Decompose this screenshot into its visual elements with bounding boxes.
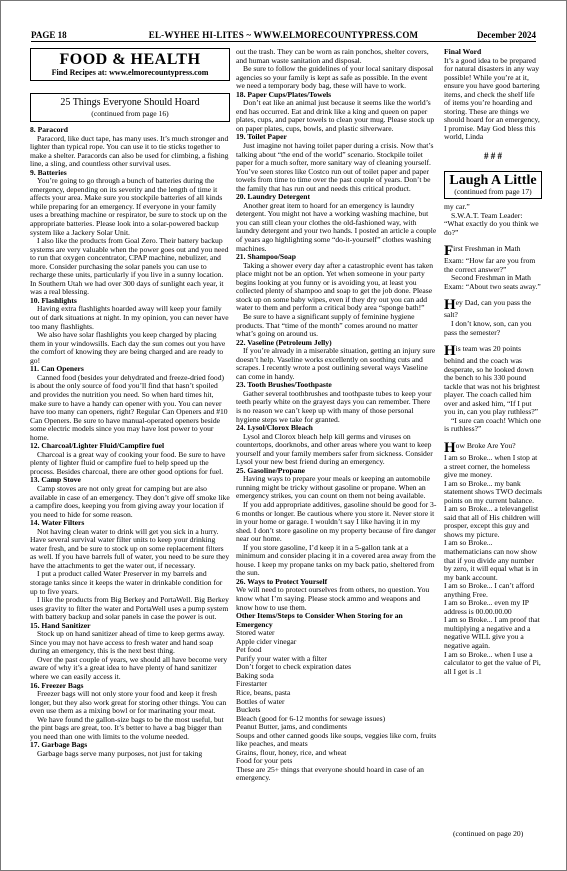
paragraph: Stored water [236,628,275,638]
paragraph: These are 25+ things that everyone should hoard in case of an emergency. [236,764,424,783]
paragraph: my car.” [444,202,470,212]
section-heading: 17. Garbage Bags [30,740,88,750]
publication-banner: EL-WYHEE HI-LITES ~ WWW.ELMORECOUNTYPRESS.COM [148,30,419,40]
paragraph: Don’t forget to check expiration dates [236,662,352,672]
section-heading: 21. Shampoo/Soap [236,252,296,262]
paragraph: I put a product called Water Preserver in my barrels and storage tanks since it keeps the water in drinkable condition for up to five years. [30,569,223,596]
paragraph: Purify your water with a filter [236,653,327,663]
paragraph: I like the products from Big Berkey and PortaWell. Big Berkey uses gravity to filter the water and PortaWell uses a pump system with battery backup and solar panels in case the power is out. [30,595,229,622]
paragraph: Another great item to hoard for an emergency is laundry detergent. You might not have a working washing machine, but you can still clean your clothes the old-fashioned way, with laundry detergent and your two hands. I posted an article a couple of years ago highlighting some “do-it-yourself” clothes washing machines. [236,200,437,253]
paragraph: Rice, beans, pasta [236,688,291,698]
paragraph: Stock up on hand sanitizer ahead of time to keep germs away. Since you may not have access to fresh water and hand soap during an emergency, this is the next best thing. [30,629,225,656]
paragraph: Garbage bags serve many purposes, not just for taking [37,748,203,758]
section-heading: 15. Hand Sanitizer [30,620,91,630]
paragraph: Be sure to follow the guidelines of your local sanitary disposal agencies so your family is kept as safe as possible. In the event we need a temporary body bag, these will have to work. [236,64,434,91]
column-2 [236,48,437,783]
section-heading: 14. Water Filters [30,518,85,528]
drop-cap: H [444,440,456,456]
joke-paragraph [444,299,542,320]
paragraph: Lysol and Clorox bleach help kill germs and viruses on countertops, doorknobs, and other areas where you want to keep yourself and your family members safer from sickness. Consider Lysol your new best friend during an emergency. [236,431,433,467]
laugh-continued-from: (continued from page 17) [454,186,532,196]
paragraph: We will need to protect ourselves from others, no question. You know what I’m saying. Please stock ammo and weapons and know how to use them. [236,585,430,612]
paragraph: Canned food (besides your dehydrated and freeze-dried food) is about the only source of food you’ll find that hasn’t spoiled and provides the nutrition you need. So when hard times hit, make sure to have a handy can opener with you. You can never have too many can openers, right? Regular Can Openers and #10 Can Openers. Be sure to have manual-operated openers beside some electric models since you may have lost power to your home. [30,372,228,442]
paragraph: S.W.A.T. Team Leader: “What exactly do you think we do?” [444,210,539,237]
paragraph: Apple cider vinegar [236,636,297,646]
column-2-body [236,48,437,783]
section-heading: 11. Can Openers [30,364,84,374]
paragraph: Charcoal is a great way of cooking your food. Be sure to have plenty of lighter fluid or campfire fuel to help speed up the process. Besides charcoal, there are other good options for fuel. [30,449,226,476]
section-heading: 13. Camp Stove [30,475,81,485]
paragraph: Food for your pets [236,756,293,766]
column-1 [30,48,230,758]
column-3 [444,48,542,676]
joke-text: ow Broke Are You? [455,441,516,450]
joke-paragraph [444,245,542,274]
section-subtitle: Find Recipes at: www.elmorecountypress.com [51,68,209,77]
article-continued-from: (continued from page 16) [91,109,169,118]
paragraph: Taking a shower every day after a catastrophic event has taken place might not be an option. Yet when someone in your party begins looking at you funny or is avoiding you, at least you collected plenty of shampoo and soap to get the job done. Please stock up on some baby wipes, even if they dry out you can add water to them and perform a critical body area “sponge bath!” [236,260,434,313]
section-heading: 10. Flashlights [30,295,77,305]
paragraph: Grains, flour, honey, rice, and wheat [236,747,347,757]
column-1-body [30,126,230,758]
laugh-title: Laugh A Little [449,172,537,188]
section-heading: 9. Batteries [30,167,67,177]
paragraph: I am so Broke... I am proof that multiplying a negative and a negative WILL give you a negative again. [444,615,540,651]
drop-cap: H [444,343,456,360]
paragraph: Paracord, like duct tape, has many uses. It’s much stronger and lighter than typical rope. You can use it to tie sticks together to make a shelter. Paracords can also be used for climbing, a fishing line, a sling, and countless other survival uses. [30,133,229,169]
paragraph: Peanut Butter, jams, and condiments [236,722,348,732]
section-heading: 25. Gasoline/Propane [236,465,306,475]
paragraph: “I sure can coach! Which one is ruthless?” [444,415,541,434]
paragraph: I don’t know, son, can you pass the semester? [444,318,532,337]
paragraph: We also have solar flashlights you keep charged by placing them in your windowsills. Each day the sun comes out you have the comfort of knowing they are being charged and are ready to go! [30,330,226,365]
section-heading: 18. Paper Cups/Plates/Towels [236,89,332,99]
paragraph: Bleach (good for 6-12 months for sewage issues) [236,713,386,723]
paragraph: Having extra flashlights hoarded away will keep your family out of dark situations at night. In my opinion, you can never have too many flashlights. [30,304,229,331]
drop-cap: F [444,243,454,260]
section-heading: 16. Freezer Bags [30,680,84,690]
paragraph: We have found the gallon-size bags to be the most useful, but the pint bags are great, too. It’s better to have a bag bigger than you need than one with limits to the volume needed. [30,714,224,741]
paragraph: Freezer bags will not only store your food and keep it fresh longer, but they also work great for storing other things. You can even use them as a mixing bowl or for marinating your meat. [30,689,227,716]
joke-text: irst Freshman in Math Exam: “How far are you from the correct answer?” [444,244,536,274]
paragraph: Firestarter [236,679,268,689]
end-marks: # # # [484,151,502,162]
joke-text: ey Dad, can you pass the salt? [444,298,532,320]
final-word-heading: Final Word [444,48,482,56]
issue-date: December 2024 [476,30,536,40]
section-title: FOOD & HEALTH [59,51,201,68]
section-heading: 20. Laundry Detergent [236,192,311,202]
joke-paragraph [444,345,542,417]
paragraph: Having ways to prepare your meals or keeping an automobile running might be tricky without gasoline or propane. When an emergency strikes, you can count on them not being available. [236,474,431,501]
final-word-text: It’s a good idea to be prepared for natural disasters in any way possible! While you’re at it, ensure you have good bartering items, and check the shelf life of items you’re hoarding and storing. These are things we should hoard for an emergency, I promise. May God bless this world, Linda [444,55,540,142]
paragraph: I am so Broke... a televangelist said that all of His children will prosper, except this guy and shows my picture. [444,504,541,539]
food-health-banner [30,48,230,81]
paragraph: I am so Broke... when I use a calculator to get the value of Pi, all I get is .1 [444,649,541,676]
paragraph: You’re going to go through a bunch of batteries during the emergency, depending on its severity and the length of time it affects your area. Make sure you stockpile batteries of all kinds while preparing for an emergency. If everyone in your family uses a breathing machine or respirator, be sure to stock up on the appropriate batteries. Please look into a solar-powered backup system like a Jackery Solar Unit. [30,176,227,237]
paragraph: I am so Broke... mathematicians can now show that if you divide any number by zero, it will equal what is in my bank account. [444,538,539,582]
paragraph: out the trash. They can be worn as rain ponchos, shelter covers, and human waste sanitation and disposal. [236,48,429,65]
drop-cap: H [444,297,456,314]
paragraph: Baking soda [236,670,274,680]
page-number: PAGE 18 [31,30,67,40]
article-title: 25 Things Everyone Should Hoard [60,97,200,108]
section-heading: Other Items/Steps to Consider When Storing for an Emergency [236,611,403,629]
paragraph: Gather several toothbrushes and toothpaste tubes to keep your teeth pearly white on the grayest days you can remember. There is no reason we can’t keep up with many of those personal hygiene steps we take for granted. [236,388,432,424]
paragraph: Be sure to have a significant supply of feminine hygiene products. That “time of the month” comes around no matter what’s going on around us. [236,311,418,339]
article-title-box [30,93,230,122]
section-heading: 8. Paracord [30,125,68,134]
section-heading: 24. Lysol/Clorox Bleach [236,423,313,433]
paragraph: Pet food [236,645,262,655]
section-heading: 22. Vaseline (Petroleum Jelly) [236,337,332,347]
laugh-banner [444,171,542,200]
joke-text: is team was 20 points behind and the coach was desperate, so he looked down the bench to his 330 pound tackle that was not his brightest player. The coach called him over and asked him, “If I put you in, can you play ruthless?” [444,344,540,417]
paragraph: If you add appropriate additives, gasoline should be good for 3-6 months or longer. Be cautious where you store it. Never store it in your home or garage. I wouldn’t say I like having it in my shed. I don’t store gasoline on my property because of fire danger near our home. [236,499,437,544]
paragraph: Just imagine not having toilet paper during a crisis. Now that’s talking about “the end of the world” scenario. Stockpile toilet paper for a much softer, more sanitary way of cleaning yourself. You’ve seen stores like Costco run out of toilet paper and paper towels from time to time over the past couple of years. Don’t be the family that has run out and needs this critical product. [236,141,434,193]
paragraph: I am so Broke... even my IP address is 00.00.00.00 [444,598,529,616]
paragraph: I am so Broke... my bank statement shows TWO decimals points on my current balance. [444,478,542,505]
page-header [31,28,536,42]
paragraph: Over the past couple of years, we should all have become very aware of why it’s a great idea to have plenty of hand sanitizer where we can easily access it. [30,654,228,681]
paragraph: I am so Broke... I can’t afford anything Free. [444,581,535,599]
paragraph: Second Freshman in Math Exam: “About two seats away.” [444,273,541,291]
paragraph: Bottles of water [236,696,285,706]
paragraph: I am so Broke... when I stop at a street corner, the homeless give me money. [444,453,538,480]
paragraph: Don’t eat like an animal just because it seems like the world’s end has occurred. Eat and drink like a king and queen on paper plates, cups, and paper towels to clean your mug. Please stock up on paper plates, cups, bowls, and plastic silverware. [236,98,435,133]
section-heading: 23. Tooth Brushes/Toothpaste [236,380,332,390]
section-heading: 19. Toilet Paper [236,132,287,142]
paragraph: Soups and other canned goods like soups, veggies like corn, fruits like peaches, and meats [236,730,437,749]
jokes-body [444,203,542,676]
paragraph: If you’re already in a miserable situation, getting an injury sure doesn’t help. Vaseline works excellently on soothing cuts and scrapes. I recently wrote a post outlining several ways Vaseline can come in handy. [236,346,436,381]
continued-on-note: (continued on page 20) [453,829,524,838]
section-heading: 12. Charcoal/Lighter Fluid/Campfire fuel [30,441,165,451]
paragraph: Camp stoves are not only great for camping but are also available in case of an emergency. They don’t give off smoke like a campfire does, keeping you from giving away your location if you need to hide for some reason. [30,483,230,519]
paragraph: I also like the products from Goal Zero. Their battery backup systems are very valuable when the power goes out and you need to run that oxygen concentrator, CPAP machine, nebulizer, and more. Consider purchasing the solar panels you can use to recharge these units, particularly if you live in a sunny location. In Southern Utah we had over 300 days of sunlight each year, it was a real blessing. [30,236,229,297]
paragraph: If you store gasoline, I’d keep it in a 5-gallon tank at a minimum and consider placing it in a covered area away from the house. I keep my propane tanks on my back patio, sheltered from the sun. [236,542,436,578]
section-heading: 26. Ways to Protect Yourself [236,576,328,586]
paragraph: Buckets [236,705,261,715]
paragraph: Not having clean water to drink will get you sick in a hurry. Have several survival water filter units to keep your drinking water fresh, and be sure to stock up on some replacement filters as well. If you have barrels full of water, you need to be sure they have the attachments to get the water out, if necessary. [30,526,230,570]
